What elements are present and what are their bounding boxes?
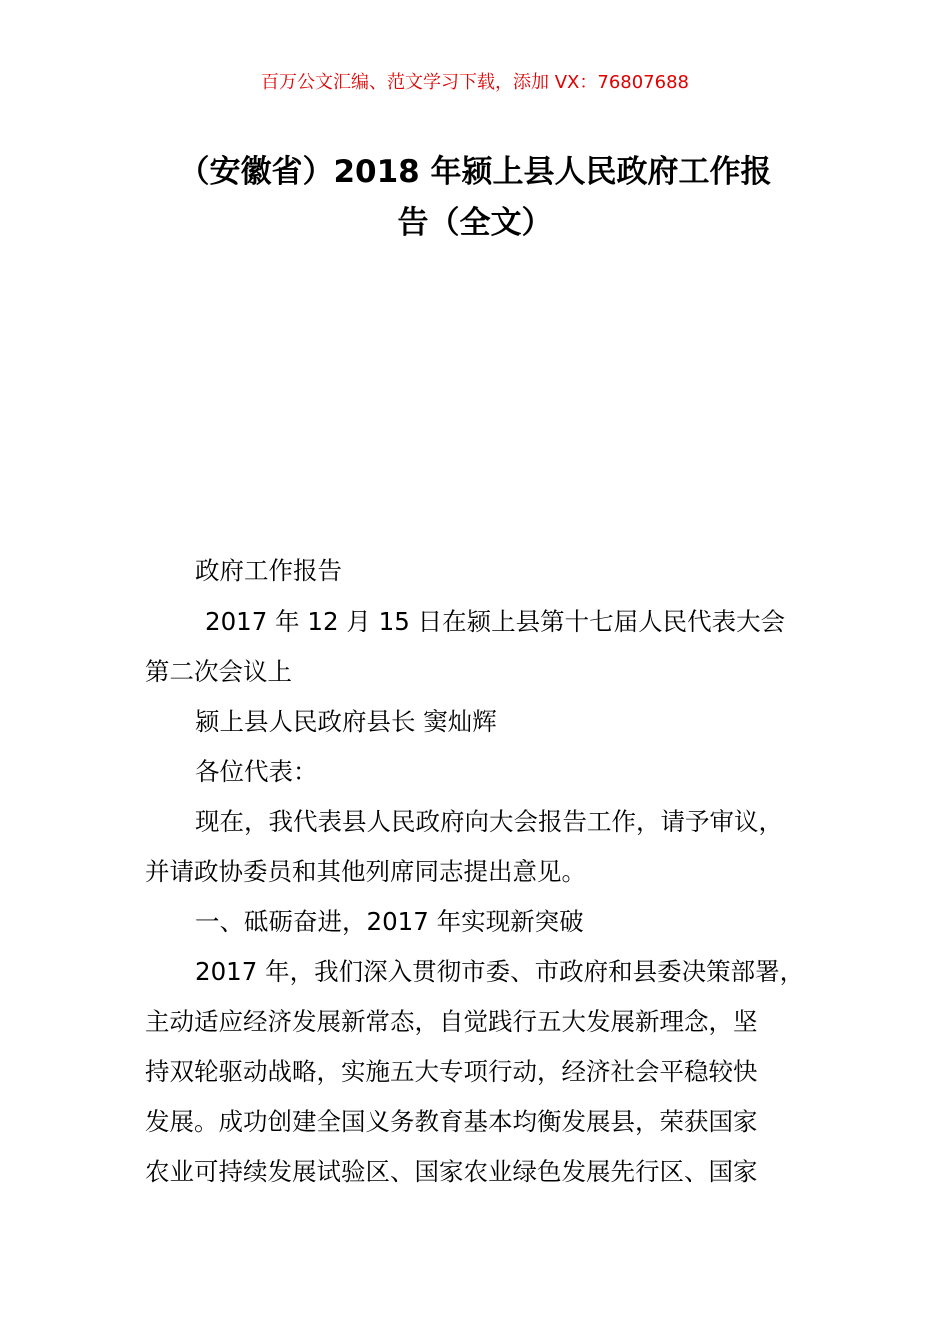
report-label: 政府工作报告 [195,556,342,585]
meeting-info-line-2: 第二次会议上 [145,657,292,686]
intro-paragraph-line-1: 现在，我代表县人民政府向大会报告工作，请予审议， [195,807,783,836]
section-1-paragraph-line-3: 持双轮驱动战略，实施五大专项行动，经济社会平稳较快 [145,1057,758,1086]
salutation: 各位代表： [195,757,318,786]
section-1-paragraph-line-5: 农业可持续发展试验区、国家农业绿色发展先行区、国家 [145,1157,758,1186]
document-title-line-1: （安徽省）2018 年颍上县人民政府工作报 [178,154,772,190]
document-title-line-2: 告（全文） [397,205,553,241]
header-watermark-note: 百万公文汇编、范文学习下载，添加 VX：76807688 [261,72,689,93]
section-1-paragraph-line-1: 2017 年，我们深入贯彻市委、市政府和县委决策部署， [195,957,805,986]
section-1-paragraph-line-4: 发展。成功创建全国义务教育基本均衡发展县，荣获国家 [145,1107,758,1136]
intro-paragraph-line-2: 并请政协委员和其他列席同志提出意见。 [145,857,586,886]
meeting-info-line-1: 2017 年 12 月 15 日在颍上县第十七届人民代表大会 [205,607,786,636]
section-1-heading: 一、砥砺奋进，2017 年实现新突破 [195,907,584,936]
speaker-line: 颍上县人民政府县长 窦灿辉 [195,707,497,736]
section-1-paragraph-line-2: 主动适应经济发展新常态，自觉践行五大发展新理念，坚 [145,1007,758,1036]
